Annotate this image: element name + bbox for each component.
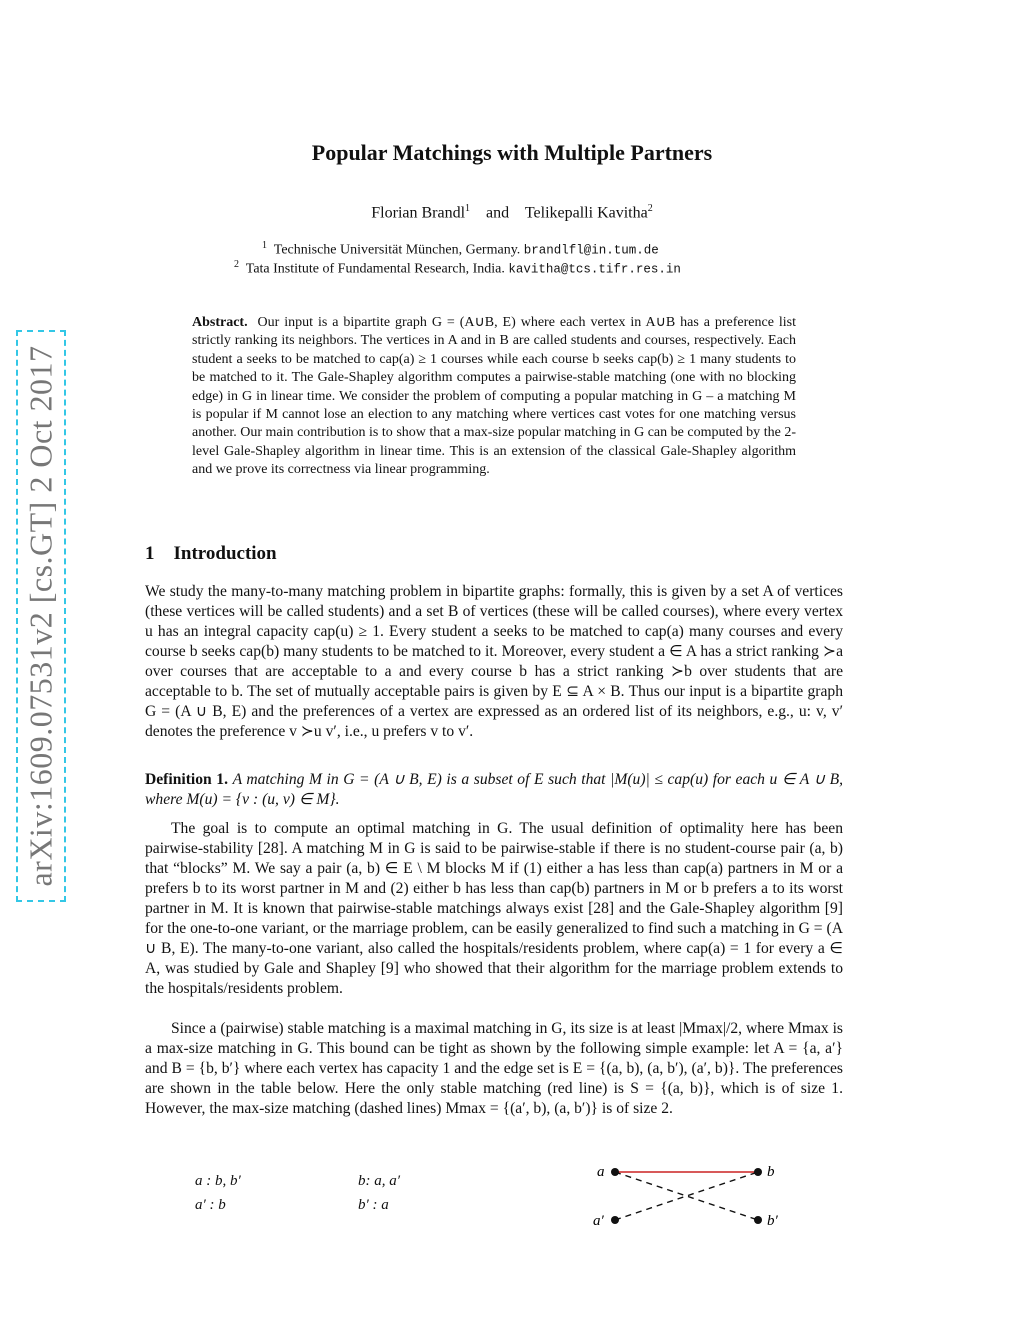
node-b bbox=[754, 1168, 762, 1176]
section-number: 1 bbox=[145, 543, 155, 564]
definition-text: A matching M in G = (A ∪ B, E) is a subset of E such that |M(u)| ≤ cap(u) for each u ∈ A ∪ B, where M(u) = {v : (u, v) ∈ M}. bbox=[145, 771, 843, 808]
paragraph-1: We study the many-to-many matching problem in bipartite graphs: formally, this is given by a set A of vertices (these vertices will be called students) and a set B of vertices (these will be called courses), where every vertex u has an integral capacity cap(u) ≥ 1. Every student a seeks to be matched to cap(a) many courses and every course b seeks cap(b) many students to be matched to it. Moreover, every student a ∈ A has a strict ranking ≻a over courses that are acceptable to a and every course b has a strict ranking ≻b over students that are acceptable to b. The set of mutually acceptable pairs is given by E ⊆ A × B. Thus our input is a bipartite graph G = (A ∪ B, E) and the preferences of a vertex are expressed as an ordered list of its neighbors, e.g., u: v, v′ denotes the preference v ≻u v′, i.e., u prefers v to v′. bbox=[145, 583, 843, 740]
pref-a-prime: a′ : b bbox=[195, 1197, 226, 1213]
affiliation-1-email[interactable]: brandlfl@in.tum.de bbox=[523, 243, 659, 258]
author-2-mark: 2 bbox=[647, 203, 653, 214]
paragraph-2: The goal is to compute an optimal matching in G. The usual definition of optimality here has been pairwise-stability [28]. A matching M in G is said to be pairwise-stable if there is no student-course pair (a, b) that “blocks” M. We say a pair (a, b) ∈ E \ M blocks M if (1) either a has less than cap(a) partners in M or a prefers b to its worst partner in M and (2) either b has less than cap(b) partners in M or b prefers a to its worst partner in M. It is known that pairwise-stable matchings always exist [28] and the Gale-Shapley algorithm [9] for the one-to-one variant, or the marriage problem, can be easily generalized to find such a matching in G = (A ∪ B, E). The many-to-one variant, also called the hospitals/residents problem, where cap(a) = 1 for every a ∈ A, was studied by Gale and Shapley [9] who showed that their algorithm for the marriage problem extends to the hospitals/residents problem. bbox=[145, 820, 843, 997]
pref-b-prime: b′ : a bbox=[358, 1197, 389, 1213]
node-b-prime bbox=[754, 1216, 762, 1224]
author-2: Telikepalli Kavitha bbox=[524, 204, 648, 222]
section-heading bbox=[145, 543, 277, 565]
affiliation-1-mark: 1 bbox=[262, 240, 267, 251]
abstract bbox=[192, 314, 796, 480]
author-joiner: and bbox=[486, 204, 510, 222]
author-1-mark: 1 bbox=[465, 203, 471, 214]
author-1: Florian Brandl bbox=[371, 204, 466, 222]
affiliation-2-email[interactable]: kavitha@tcs.tifr.res.in bbox=[508, 262, 681, 277]
affiliation-1-institution: Technische Universität München, Germany. bbox=[273, 242, 521, 258]
definition-label: Definition 1. bbox=[145, 771, 228, 788]
label-b: b bbox=[767, 1164, 775, 1180]
arxiv-id: arXiv:1609.07531v2 [cs.GT] 2 Oct 2017 bbox=[22, 345, 59, 887]
pref-b: b: a, a′ bbox=[358, 1173, 401, 1189]
affiliation-2-institution: Tata Institute of Fundamental Research, India. bbox=[245, 261, 505, 277]
affiliation-1 bbox=[262, 240, 862, 259]
arxiv-stamp bbox=[16, 330, 66, 902]
definition-1 bbox=[145, 770, 843, 810]
affiliation-2 bbox=[234, 259, 834, 278]
paragraph-3: Since a (pairwise) stable matching is a maximal matching in G, its size is at least |Mmax|/2, where Mmax is a max-size matching in G. This bound can be tight as shown by the following simple example: let A = {a, a′} and B = {b, b′} where each vertex has capacity 1 and the edge set is E = {(a, b), (a, b′), (a′, b)}. The preferences are shown in the table below. Here the only stable matching (red line) is S = {(a, b)}, which is of size 1. However, the max-size matching (dashed lines) Mmax = {(a′, b), (a, b′)} is of size 2. bbox=[145, 1020, 843, 1117]
paper-title: Popular Matchings with Multiple Partners bbox=[311, 140, 713, 165]
pref-a: a : b, b′ bbox=[195, 1173, 241, 1189]
node-a bbox=[611, 1168, 619, 1176]
section-title: Introduction bbox=[173, 543, 277, 564]
matching-graph bbox=[585, 1155, 785, 1235]
affiliation-2-mark: 2 bbox=[234, 259, 239, 270]
label-a: a bbox=[597, 1164, 605, 1180]
label-b-prime: b′ bbox=[767, 1213, 778, 1229]
abstract-text: Our input is a bipartite graph G = (A∪B, E) where each vertex in A∪B has a preference list strictly ranking its neighbors. The vertices in A and in B are called students and courses, respectively. Each student a seeks to be matched to cap(a) ≥ 1 courses while each course b seeks cap(b) ≥ 1 many students to be matched to it. The Gale-Shapley algorithm computes a pairwise-stable matching (one with no blocking edge) in G in linear time. We consider the problem of computing a popular matching in G – a matching M is popular if M cannot lose an election to any matching where vertices cast votes for one matching versus another. Our main contribution is to show that a max-size popular matching in G can be computed by the 2-level Gale-Shapley algorithm in linear time. This is an extension of the classical Gale-Shapley algorithm and we prove its correctness via linear programming. bbox=[192, 315, 797, 478]
node-a-prime bbox=[611, 1216, 619, 1224]
label-a-prime: a′ bbox=[593, 1213, 604, 1229]
abstract-label: Abstract. bbox=[192, 315, 248, 330]
author-line bbox=[0, 203, 1024, 222]
